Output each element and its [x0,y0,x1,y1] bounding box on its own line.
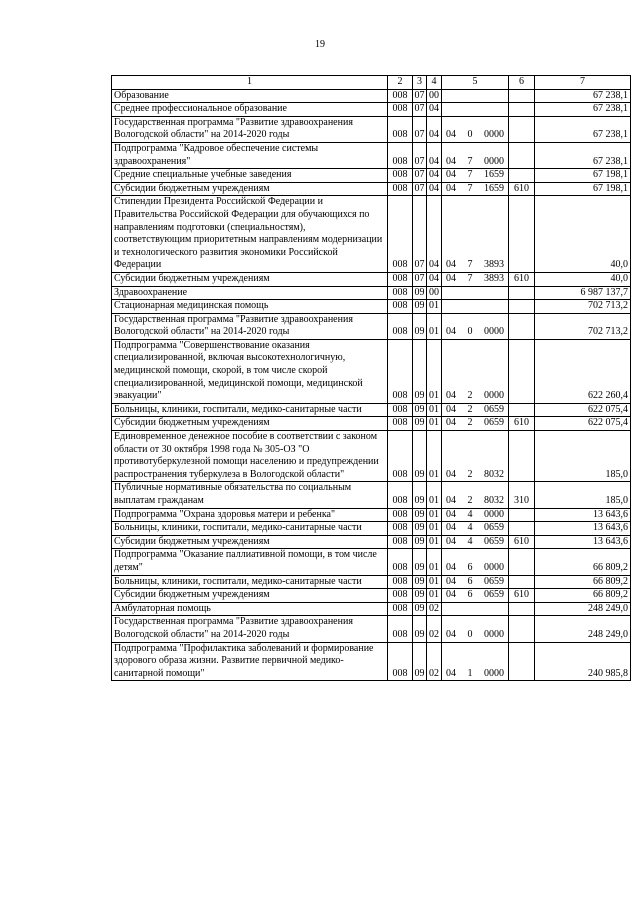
row-name: Публичные нормативные обязательства по социальным выплатам гражданам [112,482,388,508]
row-ministry-code: 008 [388,116,413,142]
target-article-part: 04 [446,129,456,141]
row-ministry-code: 008 [388,417,413,431]
header-cell: 4 [427,76,442,90]
row-subsection-code: 00 [427,89,442,103]
row-expense-type [509,169,535,183]
row-target-article [442,142,509,168]
row-target-article [442,182,509,196]
table-row [112,642,631,681]
row-name: Больницы, клиники, госпитали, медико-санитарные части [112,575,388,589]
row-amount: 622 075,4 [535,417,631,431]
row-ministry-code: 008 [388,142,413,168]
row-target-article [442,575,509,589]
row-section-code: 09 [413,602,427,616]
table-row [112,431,631,482]
row-ministry-code: 008 [388,196,413,273]
row-expense-type [509,616,535,642]
row-ministry-code: 008 [388,272,413,286]
row-expense-type [509,403,535,417]
table-row [112,522,631,536]
row-subsection-code: 01 [427,339,442,403]
target-article-part: 04 [446,561,456,573]
row-amount: 13 643,6 [535,535,631,549]
row-amount: 67 238,1 [535,116,631,142]
row-name: Стационарная медицинская помощь [112,300,388,314]
row-subsection-code: 04 [427,169,442,183]
table-row [112,508,631,522]
target-article-code [444,509,506,522]
table-row [112,589,631,603]
target-article-part: 6 [467,561,473,573]
row-section-code: 07 [413,89,427,103]
row-section-code: 09 [413,549,427,575]
target-article-part: 2 [467,390,473,402]
row-target-article [442,169,509,183]
table-row [112,549,631,575]
target-article-part: 0000 [484,628,504,640]
target-article-part: 0000 [484,326,504,338]
target-article-part: 04 [446,535,456,547]
row-section-code: 07 [413,169,427,183]
row-expense-type [509,522,535,536]
table-row [112,535,631,549]
row-subsection-code: 04 [427,196,442,273]
target-article-part: 04 [446,589,456,601]
target-article-code [444,156,506,169]
target-article-code [444,273,506,286]
row-section-code: 07 [413,116,427,142]
table-row [112,313,631,339]
table-row [112,339,631,403]
target-article-part: 7 [467,182,473,194]
target-article-part: 0659 [484,522,504,534]
row-subsection-code: 01 [427,313,442,339]
row-name: Среднее профессиональное образование [112,103,388,117]
row-target-article [442,642,509,681]
row-section-code: 09 [413,575,427,589]
target-article-code [444,129,506,142]
row-target-article [442,272,509,286]
target-article-part: 3893 [484,272,504,284]
target-article-part: 04 [446,155,456,167]
row-ministry-code: 008 [388,602,413,616]
row-target-article [442,616,509,642]
row-ministry-code: 008 [388,535,413,549]
row-subsection-code: 01 [427,482,442,508]
target-article-part: 1659 [484,169,504,181]
target-article-part: 04 [446,522,456,534]
table-row [112,103,631,117]
row-expense-type [509,575,535,589]
row-expense-type [509,339,535,403]
target-article-part: 6 [467,589,473,601]
target-article-part: 0 [467,628,473,640]
row-expense-type [509,549,535,575]
target-article-part: 7 [467,259,473,271]
target-article-part: 0659 [484,575,504,587]
row-expense-type [509,300,535,314]
row-name: Образование [112,89,388,103]
row-expense-type: 610 [509,589,535,603]
row-expense-type [509,508,535,522]
row-section-code: 09 [413,286,427,300]
target-article-code [444,668,506,681]
row-name: Государственная программа "Развитие здравоохранения Вологодской области" на 2014-2020 годы [112,116,388,142]
target-article-part: 4 [467,535,473,547]
row-amount: 67 198,1 [535,169,631,183]
row-amount: 702 713,2 [535,313,631,339]
target-article-part: 4 [467,508,473,520]
row-target-article [442,103,509,117]
target-article-part: 0000 [484,561,504,573]
target-article-part: 04 [446,169,456,181]
target-article-part: 04 [446,326,456,338]
row-subsection-code: 04 [427,103,442,117]
row-amount: 66 809,2 [535,589,631,603]
row-section-code: 09 [413,417,427,431]
row-name: Подпрограмма "Совершенствование оказания специализированной, включая высокотехнологичную, медицинской помощи, скорой, в том числе скорой специализированной, медицинской помощи, медицинской эвакуации" [112,339,388,403]
target-article-part: 04 [446,575,456,587]
row-ministry-code: 008 [388,508,413,522]
row-amount: 6 987 137,7 [535,286,631,300]
target-article-part: 3893 [484,259,504,271]
row-target-article [442,403,509,417]
row-target-article [442,116,509,142]
target-article-part: 04 [446,508,456,520]
row-name: Стипендии Президента Российской Федерации и Правительства Российской Федерации для обучающихся по направлениям подготовки (специальностям), соответствующим приоритетным направлениям модернизации и технологического развития экономики Российской Федерации [112,196,388,273]
row-ministry-code: 008 [388,589,413,603]
target-article-part: 2 [467,495,473,506]
row-expense-type [509,431,535,482]
row-section-code: 07 [413,182,427,196]
target-article-code [444,629,506,642]
row-expense-type: 610 [509,182,535,196]
row-amount: 66 809,2 [535,549,631,575]
row-amount: 13 643,6 [535,508,631,522]
header-cell: 5 [442,76,509,90]
target-article-part: 2 [467,417,473,429]
row-ministry-code: 008 [388,286,413,300]
row-amount: 185,0 [535,482,631,508]
row-amount: 67 238,1 [535,89,631,103]
row-section-code: 07 [413,142,427,168]
row-ministry-code: 008 [388,549,413,575]
row-section-code: 09 [413,339,427,403]
row-expense-type [509,602,535,616]
table-row [112,602,631,616]
row-target-article [442,549,509,575]
row-amount: 702 713,2 [535,300,631,314]
row-ministry-code: 008 [388,89,413,103]
table-row [112,116,631,142]
target-article-part: 0000 [484,129,504,141]
row-ministry-code: 008 [388,403,413,417]
target-article-part: 0000 [484,667,504,679]
row-subsection-code: 01 [427,549,442,575]
row-name: Здравоохранение [112,286,388,300]
target-article-part: 04 [446,628,456,640]
row-section-code: 09 [413,482,427,508]
row-target-article [442,535,509,549]
row-target-article [442,286,509,300]
row-amount: 248 249,0 [535,602,631,616]
target-article-code [444,417,506,430]
target-article-code [444,536,506,549]
target-article-code [444,390,506,403]
row-expense-type [509,196,535,273]
target-article-part: 04 [446,390,456,402]
row-expense-type [509,313,535,339]
row-name: Субсидии бюджетным учреждениям [112,417,388,431]
table-row [112,196,631,273]
row-amount: 13 643,6 [535,522,631,536]
row-subsection-code: 01 [427,300,442,314]
row-name: Средние специальные учебные заведения [112,169,388,183]
row-amount: 622 075,4 [535,403,631,417]
row-ministry-code: 008 [388,182,413,196]
row-ministry-code: 008 [388,522,413,536]
row-section-code: 09 [413,589,427,603]
row-subsection-code: 04 [427,142,442,168]
row-section-code: 09 [413,431,427,482]
header-cell: 3 [413,76,427,90]
row-name: Государственная программа "Развитие здравоохранения Вологодской области" на 2014-2020 годы [112,616,388,642]
row-subsection-code: 01 [427,589,442,603]
table-row [112,403,631,417]
row-amount: 40,0 [535,196,631,273]
target-article-part: 04 [446,417,456,429]
table-row [112,300,631,314]
target-article-code [444,495,506,508]
target-article-part: 7 [467,272,473,284]
row-section-code: 07 [413,103,427,117]
target-article-part: 0659 [484,403,504,415]
row-name: Субсидии бюджетным учреждениям [112,272,388,286]
row-name: Подпрограмма "Оказание паллиативной помощи, в том числе детям" [112,549,388,575]
row-ministry-code: 008 [388,169,413,183]
row-expense-type: 610 [509,417,535,431]
row-amount: 67 198,1 [535,182,631,196]
target-article-code [444,183,506,196]
row-amount: 40,0 [535,272,631,286]
target-article-code [444,576,506,589]
target-article-part: 04 [446,495,456,506]
target-article-part: 0000 [484,508,504,520]
row-name: Субсидии бюджетным учреждениям [112,589,388,603]
table-row [112,482,631,508]
row-name: Больницы, клиники, госпитали, медико-санитарные части [112,522,388,536]
row-name: Подпрограмма "Охрана здоровья матери и ребенка" [112,508,388,522]
row-subsection-code: 02 [427,642,442,681]
row-name: Субсидии бюджетным учреждениям [112,182,388,196]
row-expense-type [509,103,535,117]
row-section-code: 09 [413,616,427,642]
row-target-article [442,522,509,536]
table-row [112,182,631,196]
table-row [112,417,631,431]
target-article-part: 04 [446,667,456,679]
target-article-part: 2 [467,468,473,480]
row-amount: 67 238,1 [535,103,631,117]
row-subsection-code: 04 [427,182,442,196]
row-subsection-code: 01 [427,403,442,417]
row-section-code: 09 [413,535,427,549]
table-header-row [112,76,631,90]
row-amount: 185,0 [535,431,631,482]
row-target-article [442,300,509,314]
row-target-article [442,339,509,403]
target-article-part: 0000 [484,155,504,167]
row-subsection-code: 01 [427,575,442,589]
row-name: Подпрограмма "Профилактика заболеваний и формирование здорового образа жизни. Развитие первичной медико-санитарной помощи" [112,642,388,681]
row-section-code: 09 [413,300,427,314]
target-article-part: 7 [467,169,473,181]
target-article-code [444,259,506,272]
row-section-code: 09 [413,522,427,536]
target-article-part: 0659 [484,417,504,429]
target-article-code [444,562,506,575]
row-section-code: 09 [413,403,427,417]
row-subsection-code: 01 [427,417,442,431]
row-subsection-code: 00 [427,286,442,300]
row-expense-type [509,142,535,168]
target-article-code [444,169,506,182]
row-target-article [442,313,509,339]
row-ministry-code: 008 [388,431,413,482]
target-article-part: 8032 [484,495,504,506]
target-article-part: 2 [467,403,473,415]
row-target-article [442,589,509,603]
row-expense-type [509,89,535,103]
row-subsection-code: 04 [427,272,442,286]
row-ministry-code: 008 [388,616,413,642]
table-row [112,89,631,103]
target-article-part: 1659 [484,182,504,194]
row-ministry-code: 008 [388,300,413,314]
target-article-part: 0 [467,129,473,141]
row-target-article [442,431,509,482]
target-article-code [444,326,506,339]
row-subsection-code: 02 [427,602,442,616]
table-row [112,575,631,589]
row-section-code: 09 [413,642,427,681]
target-article-part: 4 [467,522,473,534]
target-article-part: 0659 [484,535,504,547]
row-expense-type [509,116,535,142]
target-article-part: 04 [446,182,456,194]
row-expense-type: 310 [509,482,535,508]
target-article-part: 8032 [484,468,504,480]
row-expense-type [509,286,535,300]
row-subsection-code: 04 [427,116,442,142]
row-subsection-code: 02 [427,616,442,642]
row-section-code: 09 [413,508,427,522]
row-name: Государственная программа "Развитие здравоохранения Вологодской области" на 2014-2020 годы [112,313,388,339]
row-amount: 248 249,0 [535,616,631,642]
target-article-code [444,589,506,602]
target-article-part: 04 [446,272,456,284]
target-article-part: 0 [467,326,473,338]
row-amount: 66 809,2 [535,575,631,589]
row-ministry-code: 008 [388,642,413,681]
page-number: 19 [315,39,325,50]
row-section-code: 09 [413,313,427,339]
row-name: Подпрограмма "Кадровое обеспечение системы здравоохранения" [112,142,388,168]
target-article-part: 0000 [484,390,504,402]
row-subsection-code: 01 [427,431,442,482]
row-expense-type: 610 [509,535,535,549]
target-article-part: 04 [446,468,456,480]
row-name: Амбулаторная помощь [112,602,388,616]
row-subsection-code: 01 [427,522,442,536]
target-article-part: 1 [467,667,473,679]
header-cell: 6 [509,76,535,90]
table-row [112,142,631,168]
table-row [112,286,631,300]
row-ministry-code: 008 [388,313,413,339]
table-row [112,616,631,642]
table-row [112,169,631,183]
row-section-code: 07 [413,196,427,273]
row-expense-type [509,642,535,681]
row-target-article [442,89,509,103]
row-name: Субсидии бюджетным учреждениям [112,535,388,549]
row-subsection-code: 01 [427,508,442,522]
row-target-article [442,417,509,431]
row-target-article [442,482,509,508]
table-row [112,272,631,286]
row-target-article [442,508,509,522]
row-amount: 622 260,4 [535,339,631,403]
row-target-article [442,602,509,616]
target-article-code [444,469,506,482]
target-article-code [444,404,506,417]
target-article-part: 7 [467,155,473,167]
budget-table [111,75,631,681]
target-article-code [444,522,506,535]
row-target-article [442,196,509,273]
row-ministry-code: 008 [388,339,413,403]
row-name: Больницы, клиники, госпитали, медико-санитарные части [112,403,388,417]
row-section-code: 07 [413,272,427,286]
target-article-part: 04 [446,259,456,271]
target-article-part: 0659 [484,589,504,601]
target-article-part: 04 [446,403,456,415]
row-subsection-code: 01 [427,535,442,549]
row-name: Единовременное денежное пособие в соответствии с законом области от 30 октября 1998 года № 305-ОЗ "О противотуберкулезной помощи населению и предупреждении распространения туберкулеза в Вологодской области" [112,431,388,482]
row-amount: 67 238,1 [535,142,631,168]
row-ministry-code: 008 [388,103,413,117]
row-ministry-code: 008 [388,575,413,589]
header-cell: 7 [535,76,631,90]
row-amount: 240 985,8 [535,642,631,681]
header-cell: 1 [112,76,388,90]
row-ministry-code: 008 [388,482,413,508]
row-expense-type: 610 [509,272,535,286]
header-cell: 2 [388,76,413,90]
target-article-part: 6 [467,575,473,587]
